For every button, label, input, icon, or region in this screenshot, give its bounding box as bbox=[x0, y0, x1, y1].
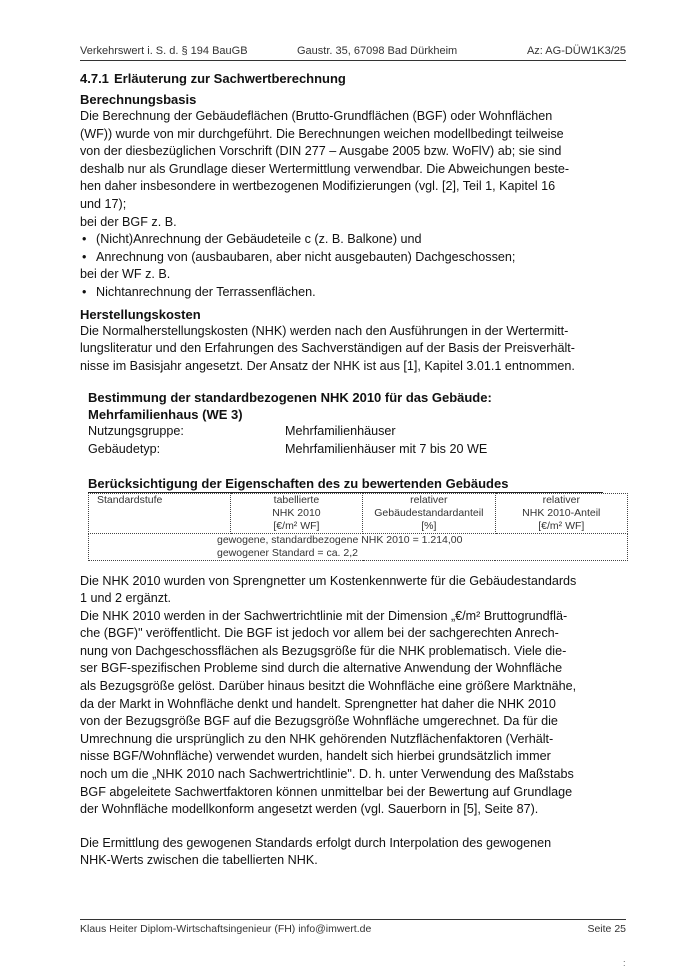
header-center: Gaustr. 35, 67098 Bad Dürkheim bbox=[297, 45, 458, 57]
summary-nhk: gewogene, standardbezogene NHK 2010 = 1.214,00 bbox=[217, 533, 463, 546]
wf-label: bei der WF z. B. bbox=[80, 267, 171, 282]
eigenschaften-table bbox=[88, 493, 628, 561]
row-value: Mehrfamilienhäuser mit 7 bis 20 WE bbox=[285, 441, 488, 456]
text-line: noch um die „NHK 2010 nach Sachwertrichtlinie". D. h. unter Verwendung des Maßstabs bbox=[80, 767, 574, 782]
nhk-paragraph-2 bbox=[80, 608, 626, 819]
berechnungsbasis-paragraph bbox=[80, 108, 626, 214]
text-line: Die Berechnung der Gebäudeflächen (Brutto-Grundflächen (BGF) oder Wohnflächen bbox=[80, 109, 553, 123]
corner-mark: : bbox=[623, 958, 626, 968]
page-number: Seite 25 bbox=[587, 923, 626, 935]
eigenschaften-title: Berücksichtigung der Eigenschaften des zu bewertenden Gebäudes bbox=[88, 475, 603, 493]
page-content bbox=[80, 70, 626, 870]
row-key: Nutzungsgruppe: bbox=[88, 424, 184, 439]
text-line: Die Ermittlung des gewogenen Standards erfolgt durch Interpolation des gewogenen bbox=[80, 835, 552, 850]
text-line: von der diesbezüglichen Vorschrift (DIN 277 – Ausgabe 2005 bzw. WoFlV) ab; sie sind bbox=[80, 144, 562, 159]
summary-standard: gewogener Standard = ca. 2,2 bbox=[217, 546, 358, 559]
text-line: deshalb nur als Grundlage dieser Wertermittlung verwendbar. Die Abweichungen beste- bbox=[80, 161, 570, 176]
bullet-icon: • bbox=[82, 249, 87, 264]
berechnungsbasis-heading: Berechnungsbasis bbox=[80, 92, 197, 107]
row-key: Gebäudetyp: bbox=[88, 441, 161, 456]
footer-author-contact: Klaus Heiter Diplom-Wirtschaftsingenieur (FH) info@imwert.de bbox=[80, 923, 372, 935]
table-header-row bbox=[89, 493, 628, 533]
text-line: che (BGF)" veröffentlicht. Die BGF ist jedoch vor allem bei der sachgerechten Anrech- bbox=[80, 626, 559, 641]
row-value: Mehrfamilienhäuser bbox=[285, 424, 396, 439]
text-line: da der Markt in Wohnfläche denkt und handelt. Sprengnetter hat daher die NHK 2010 bbox=[80, 696, 556, 711]
table-summary-row bbox=[89, 533, 628, 560]
text-line: Die NHK 2010 werden in der Sachwertrichtlinie mit der Dimension „€/m² Bruttogrundflä- bbox=[80, 608, 568, 623]
bestimmung-title: Bestimmung der standardbezogenen NHK 2010 für das Gebäude: Mehrfamilienhaus (WE 3) bbox=[88, 390, 492, 423]
column-header: tabellierte NHK 2010 [€/m² WF] bbox=[230, 493, 362, 533]
bgf-label: bei der BGF z. B. bbox=[80, 214, 177, 229]
list-item: • Anrechnung von (ausbaubaren, aber nicht ausgebauten) Dachgeschossen; bbox=[80, 249, 626, 267]
herstellungskosten-paragraph bbox=[80, 323, 626, 376]
column-header: relativer NHK 2010-Anteil [€/m² WF] bbox=[495, 493, 627, 533]
text-line: der Wohnfläche modellkonform angesetzt werden (vgl. Sauerborn in [5], Seite 87). bbox=[80, 802, 539, 817]
text-line: Umrechnung die ursprünglich zu den NHK gehörenden Nutzflächenfaktoren (Verhält- bbox=[80, 731, 554, 746]
column-header: relativer Gebäudestandardanteil [%] bbox=[363, 493, 495, 533]
bullet-icon: • bbox=[82, 284, 87, 299]
nhk-paragraph-3 bbox=[80, 835, 626, 870]
text-line: Die Normalherstellungskosten (NHK) werden nach den Ausführungen in der Wertermitt- bbox=[80, 323, 569, 338]
text-line: 1 und 2 ergänzt. bbox=[80, 591, 172, 606]
nhk-paragraph-1 bbox=[80, 573, 626, 608]
text-line: nisse im Basisjahr angesetzt. Der Ansatz der NHK ist aus [1], Kapitel 3.01.1 entnommen. bbox=[80, 358, 575, 373]
bullet-icon: • bbox=[82, 232, 87, 247]
page-footer bbox=[80, 919, 626, 938]
text-line: (WF)) wurde von mir durchgeführt. Die Berechnungen weichen modellbedingt teilweise bbox=[80, 126, 564, 141]
section-heading bbox=[80, 70, 626, 87]
list-item: • Nichtanrechnung der Terrassenflächen. bbox=[80, 284, 626, 302]
text-line: nisse BGF/Wohnfläche) verwendet wurden, handelt sich hierbei grundsätzlich immer bbox=[80, 749, 551, 764]
text-line: nung von Dachgeschossflächen als Bezugsgröße für die NHK problematisch. Viele die- bbox=[80, 643, 567, 658]
text-line: hen daher insbesondere in wertbezogenen Modifizierungen (vgl. [2], Teil 1, Kapitel 16 bbox=[80, 179, 556, 194]
bestimmung-block bbox=[80, 389, 626, 458]
gebaeudetyp-row bbox=[88, 441, 626, 459]
page-header bbox=[80, 44, 626, 61]
text-line: Die NHK 2010 wurden von Sprengnetter um Kostenkennwerte für die Gebäudestandards bbox=[80, 573, 577, 588]
bgf-bullet-list bbox=[80, 231, 626, 266]
nutzungsgruppe-row bbox=[88, 423, 626, 441]
text-line: und 17); bbox=[80, 196, 127, 211]
list-item: • (Nicht)Anrechnung der Gebäudeteile c (z. B. Balkone) und bbox=[80, 231, 626, 249]
text-line: ser BGF-spezifischen Probleme sind durch die alternative Anwendung der Wohnfläche bbox=[80, 661, 563, 676]
text-line: NHK-Werts zwischen die tabellierten NHK. bbox=[80, 853, 318, 868]
text-line: von der Bezugsgröße BGF auf die Bezugsgröße Wohnfläche umgerechnet. Da für die bbox=[80, 714, 558, 729]
header-left: Verkehrswert i. S. d. § 194 BauGB bbox=[80, 45, 248, 57]
text-line: BGF abgeleitete Sachwertfaktoren können unmittelbar bei der Bewertung auf Grundlage bbox=[80, 784, 573, 799]
section-title: Erläuterung zur Sachwertberechnung bbox=[114, 71, 346, 86]
herstellungskosten-heading: Herstellungskosten bbox=[80, 306, 201, 322]
column-header: Standardstufe bbox=[89, 493, 231, 533]
text-line: lungsliteratur und den Erfahrungen des Sachverständigen auf der Basis der Preisverhält- bbox=[80, 341, 575, 356]
wf-bullet-list bbox=[80, 284, 626, 302]
summary-cell bbox=[89, 533, 628, 560]
header-right: Az: AG-DÜW1K3/25 bbox=[526, 45, 626, 57]
section-number: 4.7.1 bbox=[80, 71, 109, 86]
text-line: als Bezugsgröße gelöst. Darüber hinaus besitzt die Wohnfläche eine größere Marktnähe, bbox=[80, 679, 577, 694]
